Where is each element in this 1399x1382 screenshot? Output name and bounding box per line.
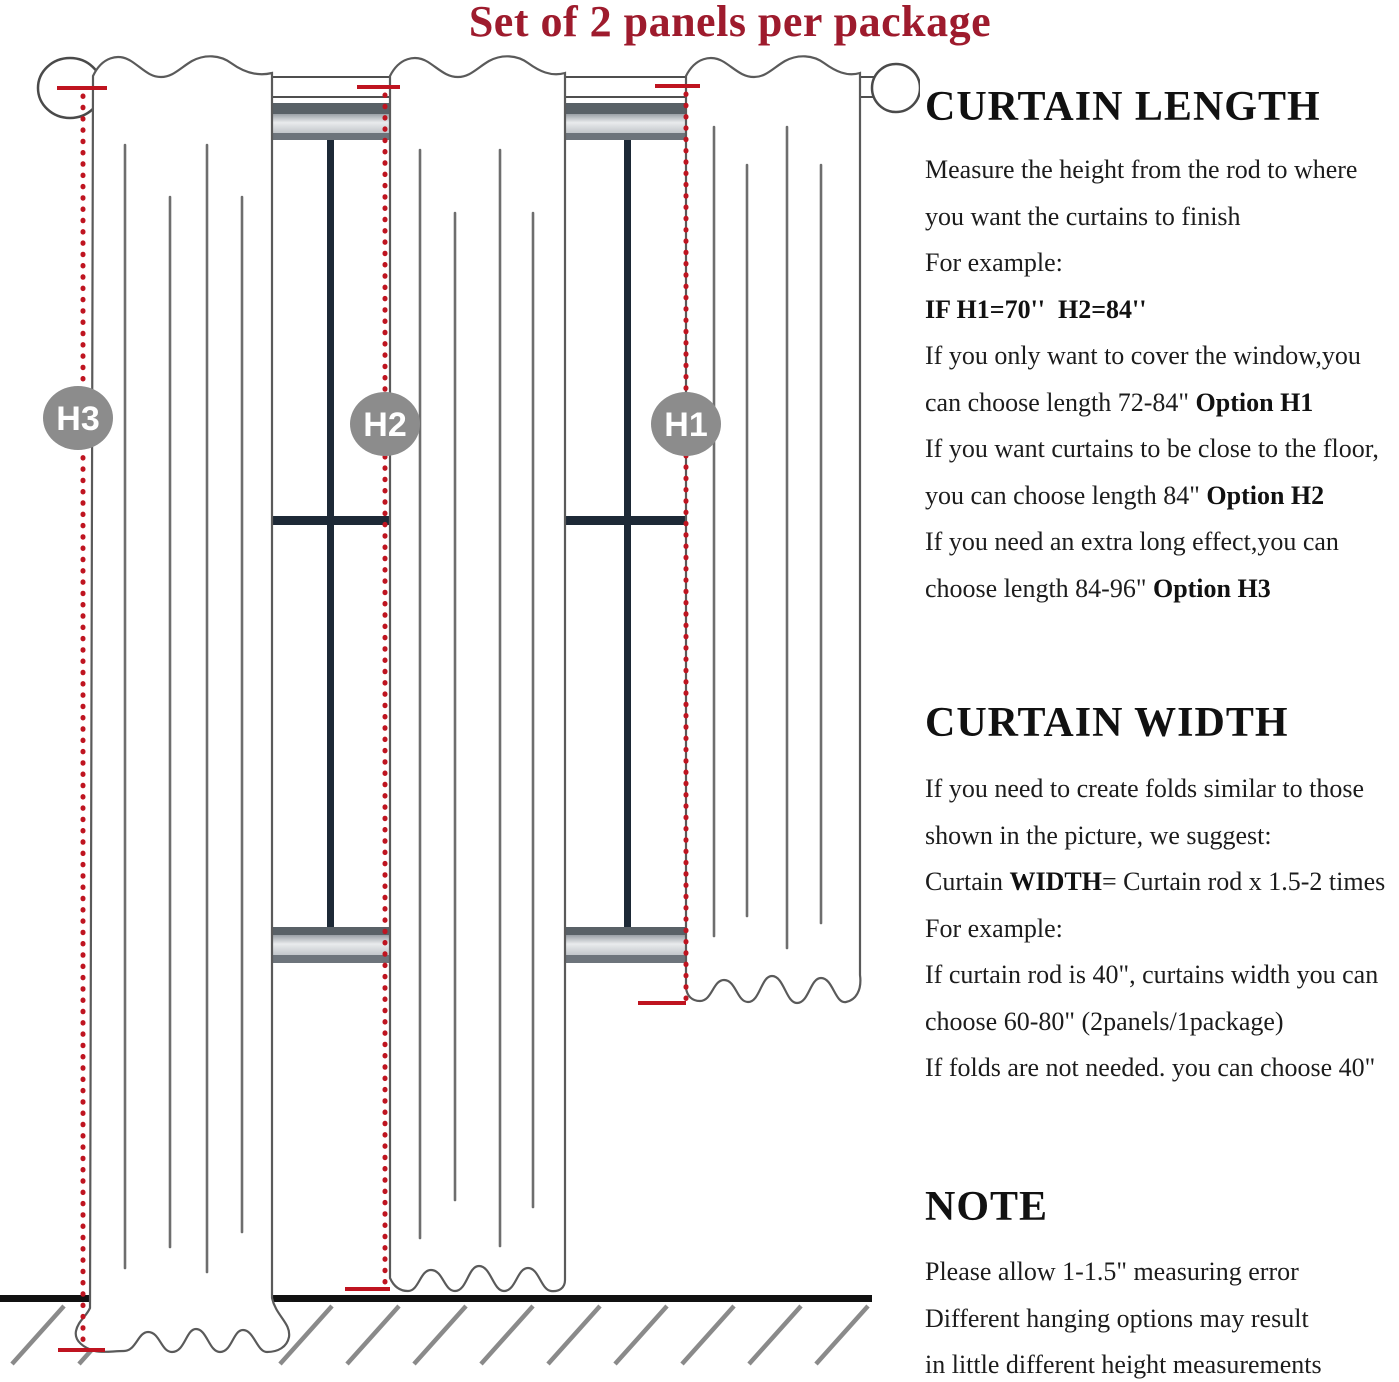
length-line: Measure the height from the rod to where <box>925 155 1358 184</box>
note-line: Different hanging options may result <box>925 1303 1309 1333</box>
badge-h2-label: H2 <box>363 406 407 444</box>
width-line: shown in the picture, we suggest: <box>925 820 1272 850</box>
curtain-panel-h2 <box>390 56 565 1291</box>
rod-finial-right <box>872 64 920 112</box>
badge-h3 <box>43 386 113 450</box>
width-line: Curtain WIDTH= Curtain rod x 1.5-2 times <box>925 867 1386 896</box>
width-line: If you need to create folds similar to those <box>925 774 1364 803</box>
note-text <box>925 1249 1399 1382</box>
length-line: For example: <box>925 248 1063 277</box>
window-mullion-right <box>624 140 631 930</box>
heading-note: NOTE <box>925 1184 1049 1230</box>
note-line: Please allow 1-1.5" measuring error <box>925 1257 1299 1286</box>
length-line: IF H1=70'' H2=84'' <box>925 294 1147 324</box>
length-line: If you want curtains to be close to the floor, <box>925 434 1379 463</box>
width-line: choose 60-80" (2panels/1package) <box>925 1006 1284 1036</box>
curtain-width-text <box>925 766 1399 1092</box>
curtain-length-text <box>925 147 1399 612</box>
heading-curtain-width: CURTAIN WIDTH <box>925 700 1289 746</box>
length-line: If you only want to cover the window,you <box>925 341 1361 370</box>
note-line: in little different height measurements <box>925 1350 1322 1379</box>
width-line: For example: <box>925 913 1063 943</box>
curtain-panel-h1 <box>686 56 860 1003</box>
badge-h3-label: H3 <box>56 400 100 438</box>
width-line: If curtain rod is 40", curtains width you can <box>925 960 1379 989</box>
window-mullion-left <box>327 140 334 930</box>
badge-h1 <box>651 392 721 456</box>
badge-h1-label: H1 <box>664 406 708 444</box>
badge-h2 <box>350 392 420 456</box>
heading-curtain-length: CURTAIN LENGTH <box>925 84 1321 130</box>
width-line: If folds are not needed. you can choose 40" <box>925 1053 1376 1082</box>
length-line: you can choose length 84" Option H2 <box>925 480 1325 510</box>
length-line: can choose length 72-84" Option H1 <box>925 387 1314 417</box>
length-line: choose length 84-96" Option H3 <box>925 573 1271 603</box>
length-line: If you need an extra long effect,you can <box>925 527 1339 556</box>
page-title: Set of 2 panels per package <box>468 0 992 46</box>
curtain-panel-h3 <box>76 56 289 1352</box>
length-line: you want the curtains to finish <box>925 201 1241 231</box>
